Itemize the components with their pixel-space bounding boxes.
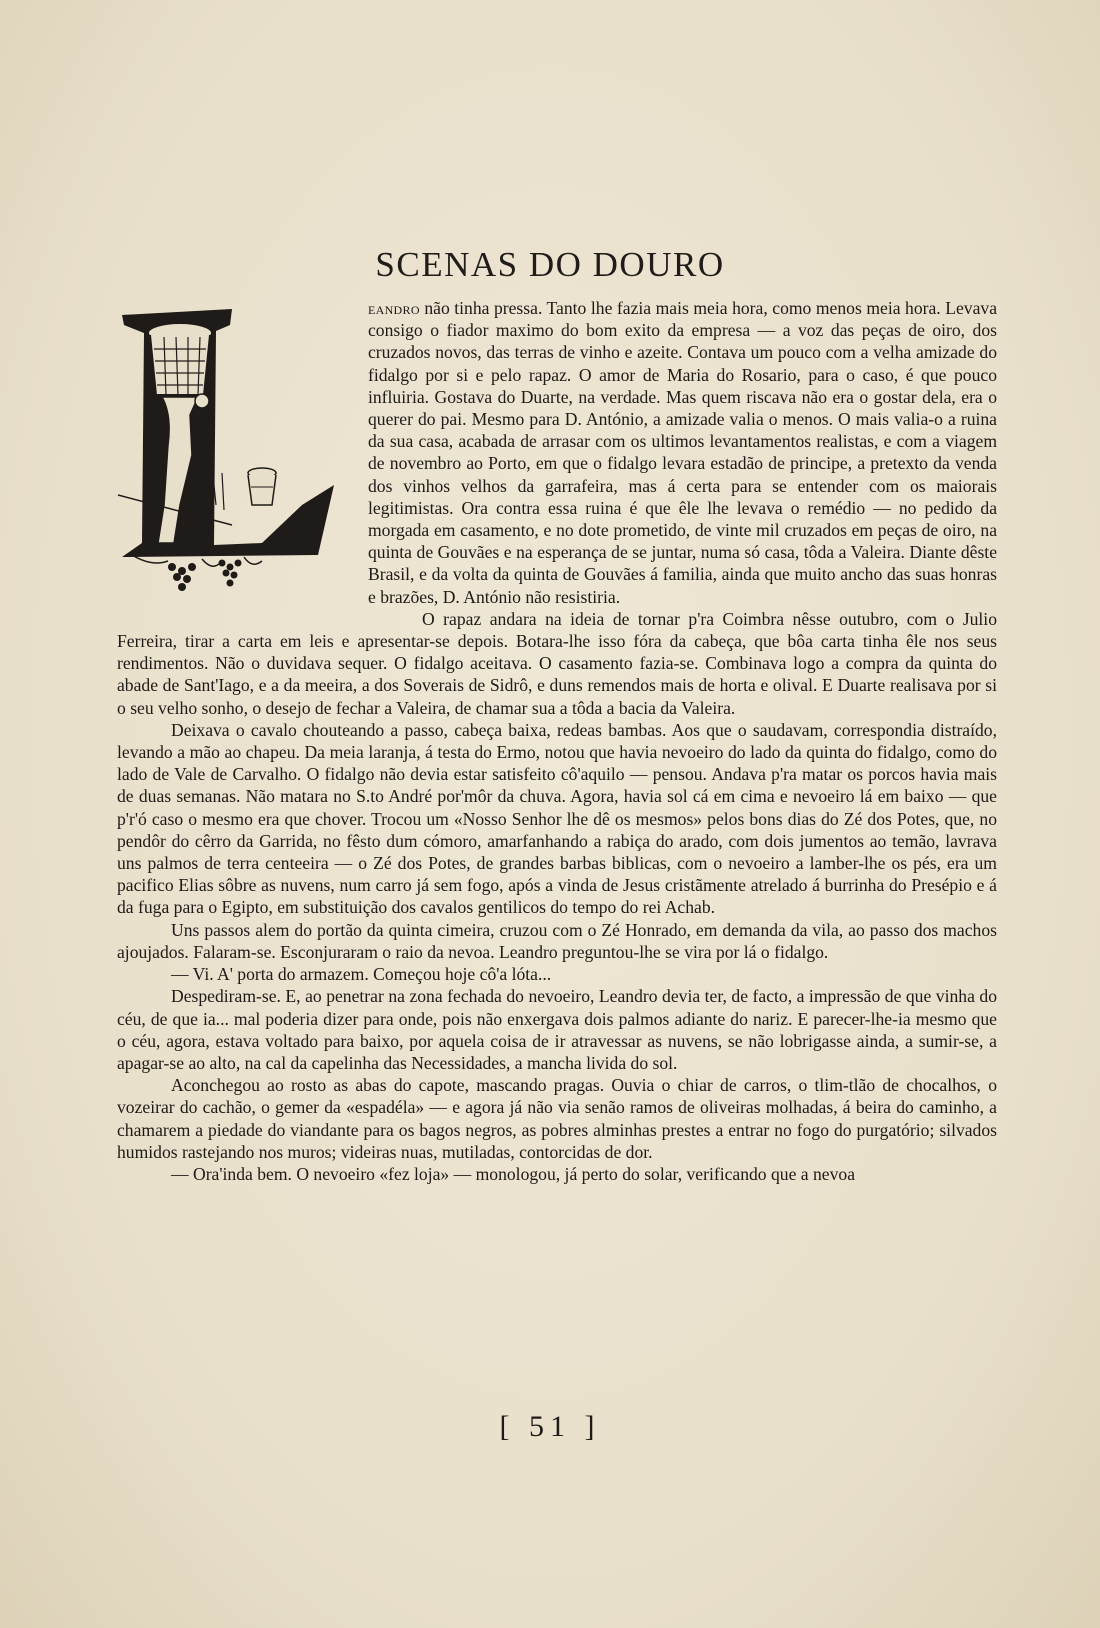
dropcap-space (117, 297, 368, 630)
paragraph-5: — Vi. A' porta do armazem. Começou hoje cô'a lóta... (171, 964, 552, 985)
first-word: eandro (368, 298, 420, 318)
paragraph-4: Uns passos alem do portão da quinta cimeira, cruzou com o Zé Honrado, em demanda da vila, ao passo dos machos ajoujados. Falaram-se. Esconjuraram o raio da nevoa. Leandro preguntou-lhe se vira por lá o fidalgo. (117, 919, 997, 962)
article-title: SCENAS DO DOURO (375, 245, 725, 285)
paragraph-1-text: não tinha pressa. Tanto lhe fazia mais meia hora, como menos meia hora. Levava consigo o fiador maximo do bom exito da empresa — a voz das peças de oiro, dos cruzados novos, das terras de vinho e azeite. Contava um pouco com a velha amizade do fidalgo por si e pelo rapaz. O amor de Maria do Rosario, para o caso, é que pouco influiria. Gostava do Duarte, na verdade. Mas quem riscava não era o gostar dela, era o querer do pai. Mesmo para D. António, a amizade valia o menos. O mais valia-o a ruina da sua casa, acabada de arrasar com os ultimos levantamentos realistas, e com a viagem de novembro ao Porto, em que o fidalgo levara estadão de principe, a pretexto da venda dos vinhos velhos da garrafeira, mas á certa para se entender com os maiorais legitimistas. Ora contra essa ruina é que êle lhe levava o remédio — no pedido da morgada em casamento, e no dote prometido, de vinte mil cruzados em peças de oiro, na quinta de Gouvães e na esperança de se juntar, numa só casa, tôda a Valeira. Diante dêste Brasil, e da volta da quinta de Gouvães á familia, ainda que muito ancho das suas honras e brazões, D. António não resistiria. (368, 298, 997, 607)
paragraph-7: Aconchegou ao rosto as abas do capote, mascando pragas. Ouvia o chiar de carros, o tlim-tlão de chocalhos, o vozeirar do cachão, o gemer da «espadéla» — e agora já não via senão ramos de oliveiras molhadas, á beira do caminho, a chamarem a piedade do viandante para os bagos negros, as pobres alminhas prestes a entrar no fogo do purgatório; silvados humidos rastejando nos muros; videiras nuas, mutiladas, contorcidas de dor. (117, 1075, 997, 1162)
paragraph-2: O rapaz andara na ideia de tornar p'ra Coimbra nêsse outubro, com o Julio Ferreira, tirar a carta em leis e apresentar-se depois. Botara-lhe isso fóra da cabeça, que bôa carta tinha êle nos seus rendimentos. Não o duvidava sequer. O fidalgo aceitava. O casamento fazia-se. Combinava logo a compra da quinta do abade de Sant'Iago, e a da meeira, a dos Soverais de Sidrô, e duns remendos mais de horta e olival. E Duarte realisava por si o seu velho sonho, o desejo de fechar a Valeira, de chamar sua a tôda a bacia da Valeira. (117, 608, 997, 718)
paragraph-3: Deixava o cavalo chouteando a passo, cabeça baixa, redeas bambas. Aos que o saudavam, correspondia distraído, levando a mão ao chapeu. Da meia laranja, á testa do Ermo, notou que havia nevoeiro do lado da quinta do fidalgo, como do lado de Vale de Carvalho. O fidalgo não devia estar satisfeito cô'aquilo — pensou. Andava p'ra matar os porcos havia mais de duas semanas. Não matara no S.to André por'môr da chuva. Agora, havia sol cá em cima e nevoeiro lá em baixo — que p'r'ó caso o mesmo era que chover. Trocou um «Nosso Senhor lhe dê os mesmos» pelos bons dias do Zé dos Potes, que, no pendôr do cêrro da Garrida, no fêsto dum cómoro, amarfanhando a rabiça do arado, com dois jumentos ao temão, lavrava uns palmos de terra centeeira — o Zé dos Potes, de grandes barbas biblicas, com o nevoeiro a lamber-lhe os pés, era um pacifico Elias sôbre as nuvens, num carro já sem fogo, após a vinda de Jesus cristãmente atrelado á burrinha do Presépio e á da fuga para o Egipto, em substituição dos cavalos gentilicos do tempo do rei Achab. (117, 719, 997, 918)
paragraph-8: — Ora'inda bem. O nevoeiro «fez loja» — monologou, já perto do solar, verificando que a nevoa (171, 1163, 856, 1184)
page-number: [ 51 ] (499, 1410, 601, 1443)
article-body (117, 297, 997, 1185)
paragraph-6: Despediram-se. E, ao penetrar na zona fechada do nevoeiro, Leandro devia ter, de facto, a impressão de que vinha do céu, de que ia... mal poderia dizer para onde, pois não enxergava dois palmos adiante do nariz. E parecer-lhe-ia mesmo que o céu, agora, estava voltado para baixo, por aquela coisa de ir atravessar as nuvens, se não lobrigasse ainda, a sumir-se, a apagar-se ao alto, na cal da capelinha das Necessidades, a mancha livida do sol. (117, 986, 997, 1073)
